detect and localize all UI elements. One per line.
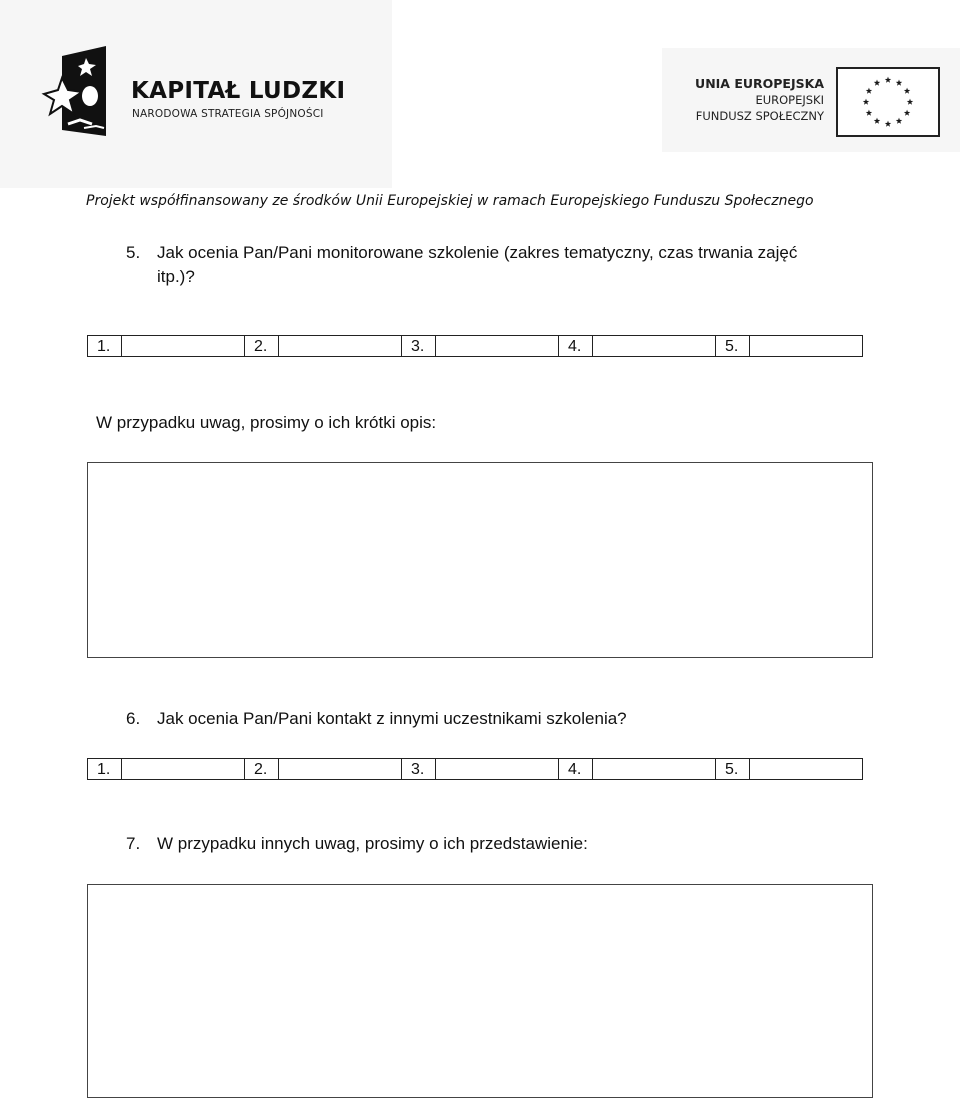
rating-label-4: 4. [559,759,593,779]
eu-star-icon [896,80,902,86]
question-text: Jak ocenia Pan/Pani kontakt z innymi uczestnikami szkolenia? [157,709,627,728]
rating-label-1: 1. [88,759,122,779]
question-text: Jak ocenia Pan/Pani monitorowane szkolenie (zakres tematyczny, czas trwania zajęć [157,243,798,262]
question-text: W przypadku innych uwag, prosimy o ich przedstawienie: [157,834,588,853]
eu-flag-icon [836,67,940,137]
eu-star-icon [874,80,880,86]
eu-star-icon [904,110,910,116]
eu-logo [662,48,960,152]
eu-star-icon [874,118,880,124]
rating-field-1[interactable] [122,759,245,779]
eu-star-icon [885,121,891,127]
question-number: 5. [126,243,141,262]
eu-star-icon [885,77,891,83]
eu-logo-line-2: EUROPEJSKI [755,93,824,107]
rating-field-2[interactable] [279,336,402,356]
comment-prompt: W przypadku uwag, prosimy o ich krótki opis: [96,413,437,432]
rating-label-2: 2. [245,336,279,356]
rating-label-5: 5. [716,759,750,779]
eu-star-icon [863,99,869,105]
rating-field-2[interactable] [279,759,402,779]
rating-label-1: 1. [88,336,122,356]
question-number: 7. [126,834,141,853]
eu-star-icon [907,99,913,105]
eu-logo-text [695,76,824,124]
question-number: 6. [126,709,141,728]
eu-logo-line-3: FUNDUSZ SPOŁECZNY [695,109,824,123]
question-6 [126,707,886,733]
rating-label-5: 5. [716,336,750,356]
rating-field-5[interactable] [750,336,862,356]
kapital-ludzki-emblem-icon [40,44,112,144]
project-cofinancing-note: Projekt współfinansowany ze środków Unii Europejskiej w ramach Europejskiego Funduszu Społecznego [86,193,814,209]
comment-box-q7[interactable] [87,884,873,1098]
rating-label-2: 2. [245,759,279,779]
rating-label-4: 4. [559,336,593,356]
eu-star-icon [866,110,872,116]
rating-scale-q6 [87,758,863,780]
rating-label-3: 3. [402,759,436,779]
rating-field-4[interactable] [593,759,716,779]
rating-label-3: 3. [402,336,436,356]
question-7 [126,832,886,858]
question-text-continued: itp.)? [157,267,195,286]
rating-field-4[interactable] [593,336,716,356]
kapital-ludzki-logo [0,0,392,188]
question-5 [126,241,886,291]
rating-scale-q5 [87,335,863,357]
eu-logo-line-1: UNIA EUROPEJSKA [695,76,824,91]
eu-star-icon [904,88,910,94]
rating-field-1[interactable] [122,336,245,356]
eu-star-icon [896,118,902,124]
rating-field-3[interactable] [436,759,559,779]
eu-star-icon [866,88,872,94]
comment-box-q5[interactable] [87,462,873,658]
rating-field-5[interactable] [750,759,862,779]
rating-field-3[interactable] [436,336,559,356]
logo-subtitle: NARODOWA STRATEGIA SPÓJNOŚCI [132,108,324,120]
logo-title: KAPITAŁ LUDZKI [131,78,346,104]
